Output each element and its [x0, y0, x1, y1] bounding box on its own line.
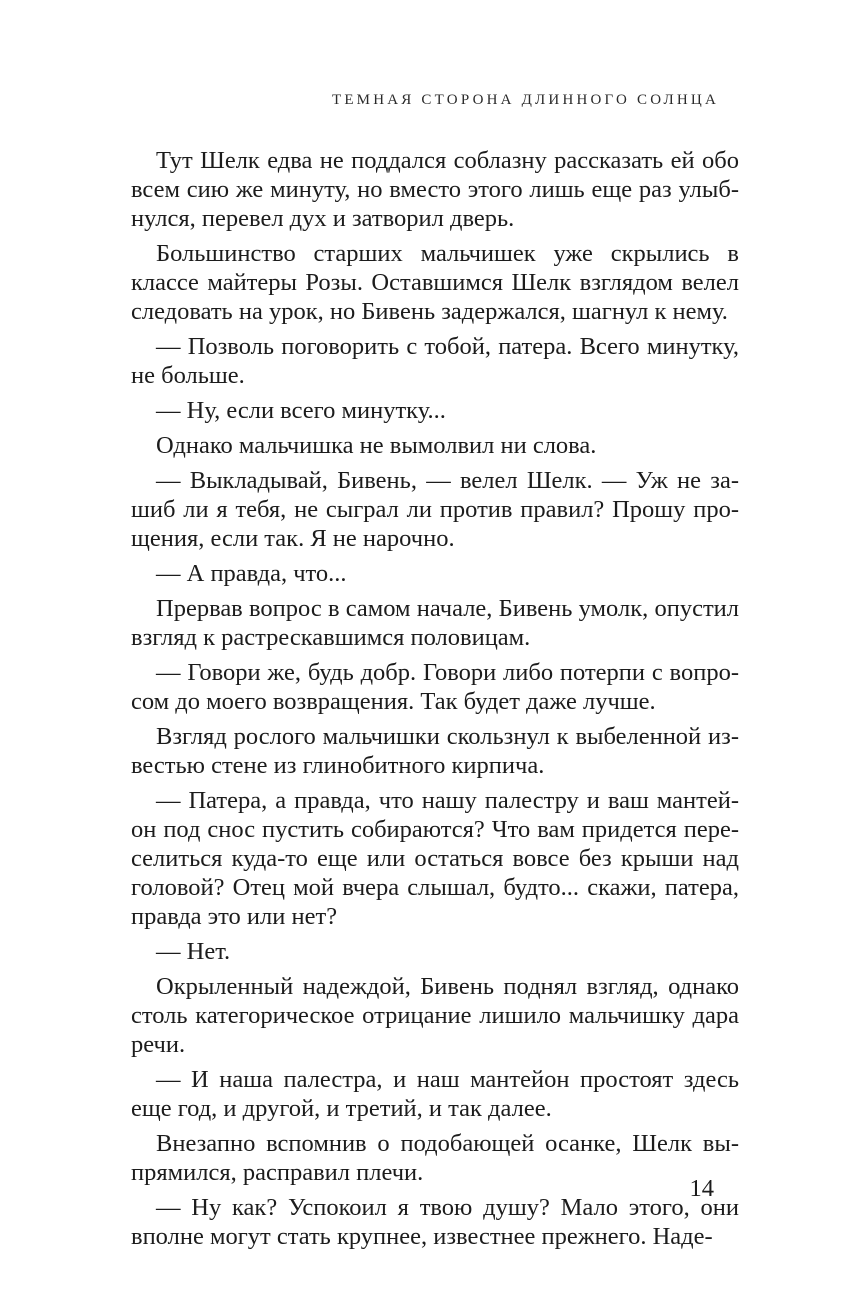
- paragraph: — Ну как? Успокоил я твою душу? Мало этого, они вполне могут стать крупнее, известнее прежнего. Наде-: [131, 1194, 739, 1250]
- paragraph: Однако мальчишка не вымолвил ни слова.: [156, 432, 597, 459]
- body-text: [131, 146, 739, 1257]
- paragraph: — Ну, если всего минутку...: [156, 397, 446, 424]
- page-number: 14: [689, 1175, 714, 1202]
- paragraph: — И наша палестра, и наш мантейон простоят здесь еще год, и другой, и третий, и так далее.: [131, 1066, 739, 1122]
- paragraph: Взгляд рослого мальчишки скользнул к выбеленной известью стене из глинобитного кирпича.: [131, 723, 739, 779]
- paragraph: Прервав вопрос в самом начале, Бивень умолк, опустил взгляд к растрескавшимся половицам.: [131, 595, 739, 651]
- paragraph: — А правда, что...: [156, 560, 347, 587]
- paragraph: — Позволь поговорить с тобой, патера. Всего минутку, не больше.: [131, 333, 739, 389]
- paragraph: Большинство старших мальчишек уже скрылись в классе майтеры Розы. Оставшимся Шелк взглядом велел следовать на урок, но Бивень задержался, шагнул к нему.: [131, 240, 739, 325]
- running-header: ТЕМНАЯ СТОРОНА ДЛИННОГО СОЛНЦА: [331, 92, 719, 108]
- paragraph: — Выкладывай, Бивень, — велел Шелк. — Уж не зашиб ли я тебя, не сыграл ли против правил? Прошу прощения, если так. Я не нарочно.: [131, 467, 739, 552]
- paragraph: Окрыленный надеждой, Бивень поднял взгляд, однако столь категорическое отрицание лишило мальчишку дара речи.: [131, 973, 739, 1058]
- paragraph: Внезапно вспомнив о подобающей осанке, Шелк выпрямился, расправил плечи.: [131, 1130, 739, 1186]
- paragraph: — Говори же, будь добр. Говори либо потерпи с вопросом до моего возвращения. Так будет даже лучше.: [131, 659, 739, 715]
- paragraph: Тут Шелк едва не поддался соблазну рассказать ей обо всем сию же минуту, но вместо этого лишь еще раз улыбнулся, перевел дух и затворил дверь.: [131, 147, 739, 232]
- paragraph: — Патера, а правда, что нашу палестру и ваш мантейон под снос пустить собираются? Что вам придется переселиться куда-то еще или остаться вовсе без крыши над головой? Отец мой вчера слышал, будто... скажи, патера, правда это или нет?: [131, 787, 739, 930]
- paragraph: — Нет.: [156, 938, 231, 965]
